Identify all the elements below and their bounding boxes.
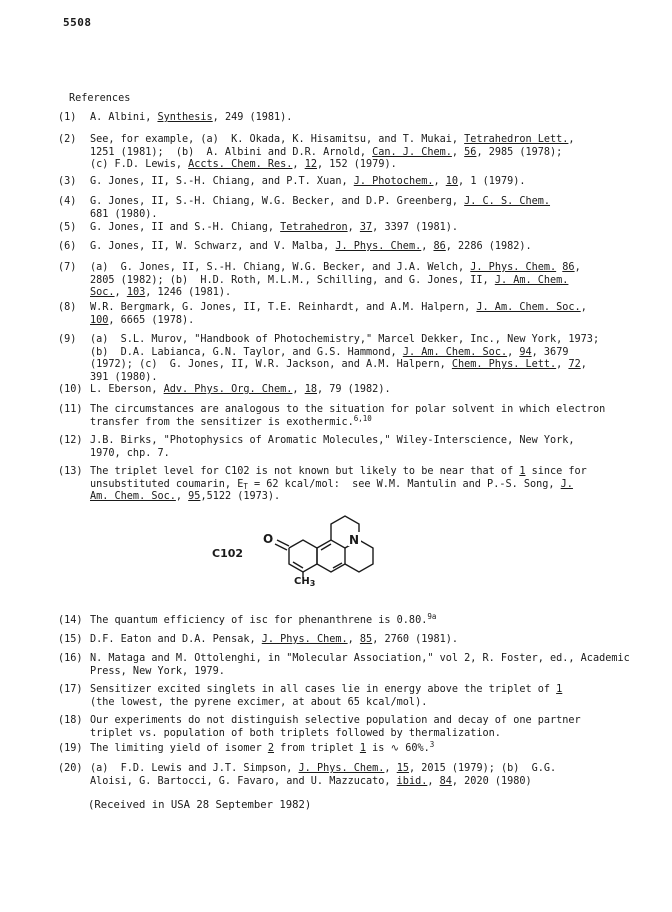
reference-number: (10) <box>58 384 83 395</box>
reference-number: (13) <box>58 466 83 477</box>
reference-text <box>90 653 628 678</box>
reference-text <box>90 176 628 189</box>
reference-item <box>58 715 628 740</box>
reference-line: (a) F.D. Lewis and J.T. Simpson, J. Phys. Chem., 15, 2015 (1979); (b) G.G. <box>90 763 557 774</box>
reference-text <box>90 740 628 756</box>
reference-text <box>90 715 628 740</box>
reference-item <box>58 196 628 221</box>
reference-number: (6) <box>58 241 77 252</box>
reference-line: Press, New York, 1979. <box>90 665 225 677</box>
reference-item <box>58 634 628 647</box>
reference-text <box>90 222 628 235</box>
oxygen-atom-label: O <box>263 532 274 546</box>
reference-line: Our experiments do not distinguish selective population and decay of one partner <box>90 715 581 726</box>
reference-item <box>58 112 628 125</box>
reference-item <box>58 740 628 756</box>
reference-text <box>90 435 628 460</box>
reference-line: G. Jones, II, W. Schwarz, and V. Malba, J. Phys. Chem., 86, 2286 (1982). <box>90 241 532 252</box>
reference-line: N. Mataga and M. Ottolenghi, in "Molecular Association," vol 2, R. Foster, ed., Academic <box>90 653 630 664</box>
reference-line: J.B. Birks, "Photophysics of Aromatic Molecules," Wiley-Interscience, New York, <box>90 435 575 446</box>
reference-number: (12) <box>58 435 83 446</box>
reference-text <box>90 466 628 504</box>
page-number: 5508 <box>63 16 92 29</box>
reference-line: Am. Chem. Soc., 95,5122 (1973). <box>90 491 281 503</box>
reference-text <box>90 684 628 709</box>
reference-line: The circumstances are analogous to the situation for polar solvent in which electron <box>90 404 606 415</box>
reference-item <box>58 334 628 384</box>
reference-number: (11) <box>58 404 83 415</box>
reference-number: (5) <box>58 222 77 233</box>
nitrogen-atom-label: N <box>349 533 360 547</box>
reference-line: G. Jones, II, S.-H. Chiang, W.G. Becker, and D.P. Greenberg, J. C. S. Chem. <box>90 196 551 207</box>
reference-line: (the lowest, the pyrene excimer, at about 65 kcal/mol). <box>90 696 428 708</box>
reference-number: (3) <box>58 176 77 187</box>
reference-text <box>90 196 628 221</box>
reference-text <box>90 112 628 125</box>
reference-line: (1972); (c) G. Jones, II, W.R. Jackson, and A.M. Halpern, Chem. Phys. Lett., 72, <box>90 359 587 371</box>
reference-item <box>58 653 628 678</box>
reference-line: unsubstituted coumarin, $E_T = 62$ kcal/mol: see W.M. Mantulin and P.-S. Song, J. <box>90 478 573 491</box>
reference-line: The quantum efficiency of isc for phenanthrene is 0.80.$^{9a}$ <box>90 612 437 626</box>
reference-item <box>58 134 628 172</box>
reference-number: (14) <box>58 615 83 626</box>
reference-number: (20) <box>58 763 83 774</box>
reference-line: 2805 (1982); (b) H.D. Roth, M.L.M., Schilling, and G. Jones, II, J. Am. Chem. <box>90 274 569 286</box>
reference-number: (2) <box>58 134 77 145</box>
reference-number: (1) <box>58 112 77 123</box>
carbonyl-bond <box>277 540 289 546</box>
references-heading: References <box>69 93 131 104</box>
reference-line: L. Eberson, Adv. Phys. Org. Chem., 18, 79 (1982). <box>90 384 391 395</box>
reference-text <box>90 134 628 172</box>
reference-line: A. Albini, Synthesis, 249 (1981). <box>90 112 293 123</box>
reference-item <box>58 302 628 327</box>
reference-line: triplet vs. population of both triplets followed by thermalization. <box>90 727 501 739</box>
reference-line: Soc., 103, 1246 (1981). <box>90 287 232 299</box>
reference-line: G. Jones, II, S.-H. Chiang, and P.T. Xuan, J. Photochem., 10, 1 (1979). <box>90 176 526 187</box>
reference-item <box>58 404 628 429</box>
reference-line: 1970, chp. 7. <box>90 447 170 459</box>
reference-item <box>58 262 628 300</box>
structure-label: C102 <box>212 547 244 560</box>
reference-text <box>90 634 628 647</box>
reference-line: The limiting yield of isomer 2 from triplet 1 is ∿ 60%.$^3$ <box>90 740 435 754</box>
reference-line: 391 (1980). <box>90 371 158 383</box>
reference-line: See, for example, (a) K. Okada, K. Hisamitsu, and T. Mukai, Tetrahedron Lett., <box>90 134 575 145</box>
reference-text <box>90 334 628 384</box>
reference-item <box>58 435 628 460</box>
reference-text <box>90 262 628 300</box>
reference-number: (4) <box>58 196 77 207</box>
reference-line: D.F. Eaton and D.A. Pensak, J. Phys. Chem., 85, 2760 (1981). <box>90 634 459 645</box>
reference-number: (7) <box>58 262 77 273</box>
reference-number: (17) <box>58 684 83 695</box>
reference-number: (18) <box>58 715 83 726</box>
reference-line: transfer from the sensitizer is exothermic.$^{6,10}$ <box>90 413 372 428</box>
reference-text <box>90 763 628 788</box>
reference-text <box>90 404 628 429</box>
reference-item <box>58 241 628 254</box>
reference-line: G. Jones, II and S.-H. Chiang, Tetrahedron, 37, 3397 (1981). <box>90 222 459 233</box>
reference-text <box>90 612 628 628</box>
reference-line: The triplet level for C102 is not known but likely to be near that of 1 since for <box>90 466 587 477</box>
reference-item <box>58 612 628 628</box>
reference-item <box>58 384 628 397</box>
reference-line: W.R. Bergmark, G. Jones, II, T.E. Reinhardt, and A.M. Halpern, J. Am. Chem. Soc., <box>90 302 587 313</box>
reference-item <box>58 176 628 189</box>
reference-number: (16) <box>58 653 83 664</box>
reference-number: (15) <box>58 634 83 645</box>
reference-text <box>90 384 628 397</box>
reference-line: Aloisi, G. Bartocci, G. Favaro, and U. Mazzucato, ibid., 84, 2020 (1980) <box>90 775 532 787</box>
reference-line: (a) G. Jones, II, S.-H. Chiang, W.G. Becker, and J.A. Welch, J. Phys. Chem. 86, <box>90 262 581 273</box>
reference-line: (c) F.D. Lewis, Accts. Chem. Res., 12, 152 (1979). <box>90 159 397 171</box>
reference-item <box>58 684 628 709</box>
reference-item <box>58 466 628 504</box>
reference-item <box>58 222 628 235</box>
reference-item <box>58 763 628 788</box>
reference-line: (a) S.L. Murov, "Handbook of Photochemistry," Marcel Dekker, Inc., New York, 1973; <box>90 334 600 345</box>
reference-line: Sensitizer excited singlets in all cases lie in energy above the triplet of 1 <box>90 684 563 695</box>
reference-line: 100, 6665 (1978). <box>90 314 195 326</box>
received-date: (Received in USA 28 September 1982) <box>88 799 312 811</box>
reference-line: 1251 (1981); (b) A. Albini and D.R. Arnold, Can. J. Chem., 56, 2985 (1978); <box>90 146 563 158</box>
reference-number: (8) <box>58 302 77 313</box>
reference-text <box>90 241 628 254</box>
reference-line: 681 (1980). <box>90 208 158 220</box>
reference-number: (9) <box>58 334 77 345</box>
reference-text <box>90 302 628 327</box>
methyl-group-label: $CH_3$ <box>294 576 316 588</box>
reference-line: (b) D.A. Labianca, G.N. Taylor, and G.S. Hammond, J. Am. Chem. Soc., 94, 3679 <box>90 346 569 358</box>
reference-number: (19) <box>58 743 83 754</box>
